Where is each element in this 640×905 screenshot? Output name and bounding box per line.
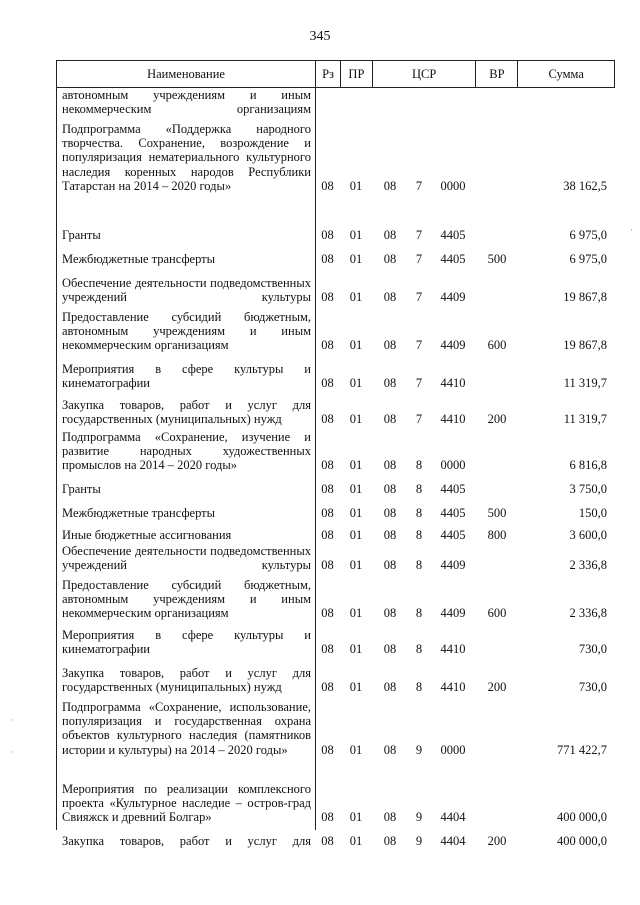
row-pr: 01: [349, 178, 363, 193]
row-csr-part2: 7: [415, 290, 423, 305]
row-sum: 150,0: [578, 506, 607, 520]
table-row: [56, 700, 615, 757]
row-name: Иные бюджетные ассигнования: [62, 528, 232, 542]
row-csr: [372, 412, 476, 426]
row-pr: 01: [349, 252, 363, 266]
row-csr-part1: 08: [383, 558, 397, 573]
row-sum: 19 867,8: [563, 338, 607, 353]
row-sum: 38 162,5: [563, 178, 607, 193]
row-csr-part2: 8: [415, 528, 423, 542]
row-pr: 01: [349, 506, 363, 520]
row-csr: [372, 642, 476, 656]
row-csr-part1: 08: [383, 412, 397, 427]
row-csr-part2: 7: [415, 228, 423, 242]
row-rz: 08: [321, 458, 334, 473]
page-number: 345: [309, 29, 331, 44]
table-row: [56, 88, 615, 116]
row-rz: 08: [321, 228, 334, 242]
row-rz: 08: [321, 178, 334, 193]
row-csr-part1: 08: [383, 482, 397, 496]
row-vr: 200: [487, 834, 507, 848]
row-vr: 600: [487, 338, 507, 353]
row-csr-part2: 7: [415, 338, 423, 353]
row-csr-part1: 08: [383, 290, 397, 305]
row-name: Мероприятия в сфере культуры и кинематографии: [62, 628, 311, 657]
row-csr-part2: 7: [415, 412, 423, 427]
header-csr: ЦСР: [372, 61, 476, 87]
row-csr-part2: 8: [415, 506, 423, 520]
row-csr-part2: 7: [415, 178, 423, 193]
row-name: Обеспечение деятельности подведомственных учреждений культуры: [62, 276, 311, 305]
row-sum: 2 336,8: [569, 606, 607, 621]
row-pr: 01: [349, 228, 363, 242]
row-pr: 01: [349, 458, 363, 473]
row-csr-part2: 8: [415, 680, 423, 695]
row-csr-part2: 9: [415, 742, 423, 757]
row-name: Межбюджетные трансферты: [62, 506, 216, 520]
row-csr: [372, 482, 476, 496]
row-csr-part1: 08: [383, 680, 397, 695]
row-rz: 08: [321, 412, 334, 427]
row-sum: 3 600,0: [569, 528, 607, 542]
row-csr-part1: 08: [383, 642, 397, 657]
row-vr: 200: [487, 412, 507, 427]
row-name: Обеспечение деятельности подведомственных учреждений культуры: [62, 544, 311, 573]
header-pr: ПР: [340, 61, 372, 87]
row-name: Подпрограмма «Сохранение, использование, популяризация и государственная охрана объектов культурного наследия (памятников истории и культуры) на 2014 – 2020 годы»: [62, 700, 311, 757]
table-row: [56, 310, 615, 353]
row-name: Гранты: [62, 482, 101, 496]
row-pr: 01: [349, 742, 363, 757]
row-rz: 08: [321, 252, 334, 266]
table-row: [56, 398, 615, 426]
row-sum: 400 000,0: [557, 834, 607, 848]
row-csr-part1: 08: [383, 506, 397, 520]
row-csr-part2: 8: [415, 606, 423, 621]
row-csr-part3: 4409: [440, 290, 466, 305]
row-vr: 200: [487, 680, 507, 695]
row-name: Межбюджетные трансферты: [62, 252, 216, 266]
row-csr: [372, 290, 476, 304]
row-csr-part3: 4405: [440, 228, 466, 242]
row-sum: 730,0: [578, 642, 607, 657]
row-csr-part3: 4404: [440, 834, 466, 848]
row-csr-part3: 0000: [440, 178, 466, 193]
row-csr-part3: 4409: [440, 558, 466, 573]
row-csr-part3: 4405: [440, 252, 466, 266]
row-csr: [372, 606, 476, 620]
row-csr: [372, 528, 476, 542]
row-csr-part3: 4405: [440, 506, 466, 520]
scan-mark: ·: [10, 715, 13, 725]
row-sum: 11 319,7: [563, 376, 607, 391]
row-csr-part1: 08: [383, 742, 397, 757]
row-pr: 01: [349, 606, 363, 621]
scan-mark: ·: [630, 225, 633, 235]
row-sum: 6 816,8: [569, 458, 607, 473]
table-row: [56, 666, 615, 694]
table-row: [56, 506, 615, 520]
row-sum: 400 000,0: [557, 810, 607, 825]
row-csr-part3: 4409: [440, 338, 466, 353]
row-pr: 01: [349, 412, 363, 427]
row-csr-part1: 08: [383, 178, 397, 193]
row-pr: 01: [349, 834, 363, 848]
row-csr-part3: 4405: [440, 528, 466, 542]
row-name: Предоставление субсидий бюджетным, автономным учреждениям и иным некоммерческим организациям: [62, 310, 311, 353]
row-rz: 08: [321, 338, 334, 353]
row-rz: 08: [321, 742, 334, 757]
row-name: Закупка товаров, работ и услуг для: [62, 834, 311, 848]
row-vr: 600: [487, 606, 507, 621]
row-csr-part3: 4405: [440, 482, 466, 496]
row-rz: 08: [321, 376, 334, 391]
row-vr: 500: [487, 252, 507, 266]
row-name: Подпрограмма «Сохранение, изучение и развитие народных художественных промыслов на 2014 – 2020 годы»: [62, 430, 311, 473]
row-rz: 08: [321, 680, 334, 695]
row-pr: 01: [349, 482, 363, 496]
header-vr: ВР: [475, 61, 517, 87]
row-csr-part3: 4409: [440, 606, 466, 621]
row-csr-part3: 0000: [440, 458, 466, 473]
row-pr: 01: [349, 680, 363, 695]
table-row: [56, 276, 615, 304]
row-csr: [372, 680, 476, 694]
row-csr-part2: 8: [415, 482, 423, 496]
row-csr: [372, 458, 476, 472]
row-csr-part2: 7: [415, 252, 423, 266]
row-vr: 500: [487, 506, 507, 520]
table-header: [56, 60, 615, 88]
row-name: Мероприятия по реализации комплексного проекта «Культурное наследие – остров-град Свияжск и древний Болгар»: [62, 782, 311, 825]
row-sum: 771 422,7: [557, 742, 607, 757]
row-csr-part1: 08: [383, 458, 397, 473]
row-csr-part1: 08: [383, 528, 397, 542]
row-rz: 08: [321, 558, 334, 573]
header-rz: Рз: [315, 61, 340, 87]
row-rz: 08: [321, 506, 334, 520]
row-pr: 01: [349, 338, 363, 353]
table-row: [56, 834, 615, 848]
table-row: [56, 482, 615, 496]
row-csr: [372, 506, 476, 520]
row-csr-part1: 08: [383, 376, 397, 391]
scan-mark: ·: [10, 747, 13, 757]
table-row: [56, 430, 615, 473]
row-pr: 01: [349, 290, 363, 305]
row-rz: 08: [321, 290, 334, 305]
row-rz: 08: [321, 528, 334, 542]
row-rz: 08: [321, 606, 334, 621]
row-rz: 08: [321, 482, 334, 496]
row-csr-part2: 8: [415, 458, 423, 473]
row-csr: [372, 228, 476, 242]
row-sum: 6 975,0: [569, 228, 607, 242]
header-sum: Сумма: [517, 61, 614, 87]
row-name: Подпрограмма «Поддержка народного творчества. Сохранение, возрождение и популяризация нематериального культурного наследия коренных народов Республики Татарстан на 2014 – 2020 годы»: [62, 122, 311, 193]
row-sum: 11 319,7: [563, 412, 607, 427]
table-row: [56, 528, 615, 542]
row-csr-part1: 08: [383, 834, 397, 848]
row-pr: 01: [349, 810, 363, 825]
row-name: Закупка товаров, работ и услуг для государственных (муниципальных) нужд: [62, 398, 311, 427]
row-name: Гранты: [62, 228, 101, 242]
row-csr: [372, 558, 476, 572]
row-csr-part3: 4410: [440, 642, 466, 657]
row-sum: 3 750,0: [569, 482, 607, 496]
row-csr-part2: 9: [415, 834, 423, 848]
table-row: [56, 782, 615, 825]
row-csr-part1: 08: [383, 252, 397, 266]
row-vr: 800: [487, 528, 507, 542]
row-rz: 08: [321, 834, 334, 848]
row-csr-part3: 4404: [440, 810, 466, 825]
table-row: [56, 578, 615, 621]
row-csr: [372, 834, 476, 848]
row-rz: 08: [321, 642, 334, 657]
row-csr-part1: 08: [383, 810, 397, 825]
row-csr-part2: 9: [415, 810, 423, 825]
table-row: [56, 122, 615, 193]
row-sum: 19 867,8: [563, 290, 607, 305]
budget-table: [56, 60, 615, 848]
row-name: Мероприятия в сфере культуры и кинематографии: [62, 362, 311, 391]
row-rz: 08: [321, 810, 334, 825]
row-csr: [372, 376, 476, 390]
row-sum: 2 336,8: [569, 558, 607, 573]
row-csr: [372, 179, 476, 193]
row-sum: 6 975,0: [569, 252, 607, 266]
row-csr: [372, 252, 476, 266]
row-csr-part3: 4410: [440, 412, 466, 427]
table-row: [56, 544, 615, 572]
row-pr: 01: [349, 558, 363, 573]
row-csr-part2: 7: [415, 376, 423, 391]
row-csr-part3: 4410: [440, 680, 466, 695]
row-name: автономным учреждениям и иным некоммерческим организациям: [62, 88, 311, 117]
row-csr-part1: 08: [383, 338, 397, 353]
row-csr: [372, 743, 476, 757]
row-sum: 730,0: [578, 680, 607, 695]
table-row: [56, 628, 615, 656]
table-row: [56, 362, 615, 390]
row-csr-part2: 8: [415, 558, 423, 573]
row-csr: [372, 338, 476, 352]
header-name: Наименование: [147, 66, 225, 81]
row-csr-part2: 8: [415, 642, 423, 657]
row-csr-part1: 08: [383, 606, 397, 621]
row-csr-part1: 08: [383, 228, 397, 242]
row-name: Закупка товаров, работ и услуг для государственных (муниципальных) нужд: [62, 666, 311, 695]
table-row: [56, 252, 615, 266]
row-pr: 01: [349, 528, 363, 542]
row-csr: [372, 810, 476, 824]
row-pr: 01: [349, 376, 363, 391]
row-csr-part3: 4410: [440, 376, 466, 391]
row-pr: 01: [349, 642, 363, 657]
row-name: Предоставление субсидий бюджетным, автономным учреждениям и иным некоммерческим организациям: [62, 578, 311, 621]
row-csr-part3: 0000: [440, 742, 466, 757]
table-row: [56, 228, 615, 242]
